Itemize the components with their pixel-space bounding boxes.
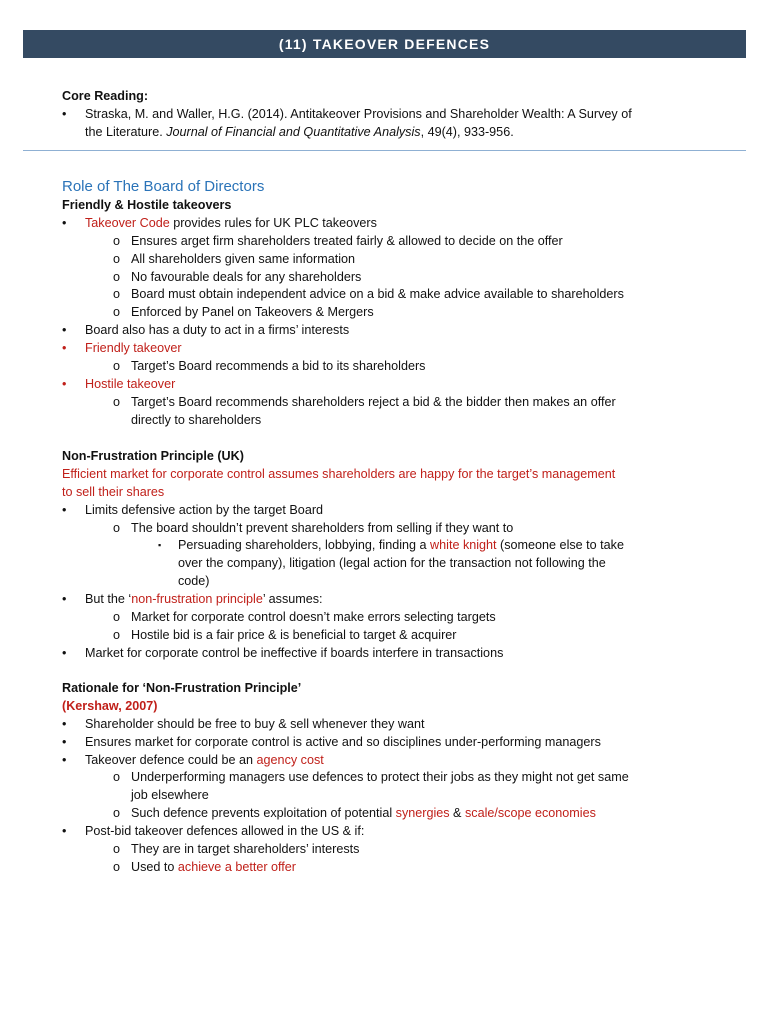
list-item: o All shareholders given same information: [113, 251, 356, 266]
list-item: o Underperforming managers use defences to protect their jobs as they might not get same: [113, 770, 629, 785]
role-section: [62, 177, 742, 430]
list-item: • Friendly takeover: [62, 341, 182, 356]
list-item: • Takeover Code provides rules for UK PLC takeovers: [62, 215, 377, 230]
list-item: • Post-bid takeover defences allowed in the US & if:: [62, 824, 365, 839]
list-item-continuation: job elsewhere: [131, 788, 209, 803]
page-title-banner: (11) TAKEOVER DEFENCES: [23, 30, 746, 58]
nfp-section: [62, 448, 742, 663]
list-item-continuation: the Literature. Journal of Financial and Quantitative Analysis, 49(4), 933-956.: [85, 124, 514, 139]
list-item: • Board also has a duty to act in a firms’ interests: [62, 323, 350, 338]
list-item: • Ensures market for corporate control is active and so disciplines under-performing managers: [62, 734, 601, 749]
core-reading-heading: Core Reading:: [62, 89, 149, 103]
list-item: o Target’s Board recommends a bid to its shareholders: [113, 359, 426, 374]
list-item: ▪ Persuading shareholders, lobbying, finding a white knight (someone else to take: [158, 538, 624, 553]
rationale-heading: Rationale for ‘Non-Frustration Principle’: [62, 681, 302, 695]
list-item: o Enforced by Panel on Takeovers & Mergers: [113, 305, 374, 320]
nfp-heading: Non-Frustration Principle (UK): [62, 449, 244, 463]
list-item-continuation: code): [178, 574, 210, 589]
list-item: o Board must obtain independent advice on a bid & make advice available to shareholders: [113, 287, 624, 302]
list-item-continuation: over the company), litigation (legal action for the transaction not following the: [178, 556, 606, 571]
role-heading: Role of The Board of Directors: [62, 178, 265, 195]
list-item: • Limits defensive action by the target Board: [62, 502, 324, 517]
section-divider: [23, 150, 746, 151]
list-item: o Target’s Board recommends shareholders reject a bid & the bidder then makes an offer: [113, 394, 616, 409]
list-item: • Hostile takeover: [62, 376, 176, 391]
role-subheading: Friendly & Hostile takeovers: [62, 198, 232, 212]
core-reading-section: [62, 88, 742, 142]
list-item: • But the ‘non-frustration principle’ assumes:: [62, 592, 323, 607]
nfp-statement-continuation: to sell their shares: [62, 484, 165, 499]
list-item: o Used to achieve a better offer: [113, 859, 296, 874]
nfp-statement: Efficient market for corporate control assumes shareholders are happy for the target’s management: [62, 466, 616, 481]
rationale-section: [62, 680, 742, 877]
list-item: o Hostile bid is a fair price & is beneficial to target & acquirer: [113, 627, 457, 642]
journal-title: Journal of Financial and Quantitative Analysis: [166, 124, 421, 139]
list-item: • Takeover defence could be an agency cost: [62, 752, 324, 767]
list-item: o Such defence prevents exploitation of potential synergies & scale/scope economies: [113, 806, 596, 821]
list-item: • Shareholder should be free to buy & sell whenever they want: [62, 716, 425, 731]
list-item: • Straska, M. and Waller, H.G. (2014). Antitakeover Provisions and Shareholder Wealth: A Survey of: [62, 106, 632, 121]
rationale-citation: (Kershaw, 2007): [62, 698, 158, 713]
list-item: o The board shouldn’t prevent shareholders from selling if they want to: [113, 520, 514, 535]
list-item: o Market for corporate control doesn’t make errors selecting targets: [113, 610, 496, 625]
list-item-continuation: directly to shareholders: [131, 412, 262, 427]
list-item: o Ensures arget firm shareholders treated fairly & allowed to decide on the offer: [113, 233, 563, 248]
list-item: • Market for corporate control be ineffective if boards interfere in transactions: [62, 645, 504, 660]
list-item: o No favourable deals for any shareholders: [113, 269, 362, 284]
list-item: o They are in target shareholders’ interests: [113, 842, 360, 857]
